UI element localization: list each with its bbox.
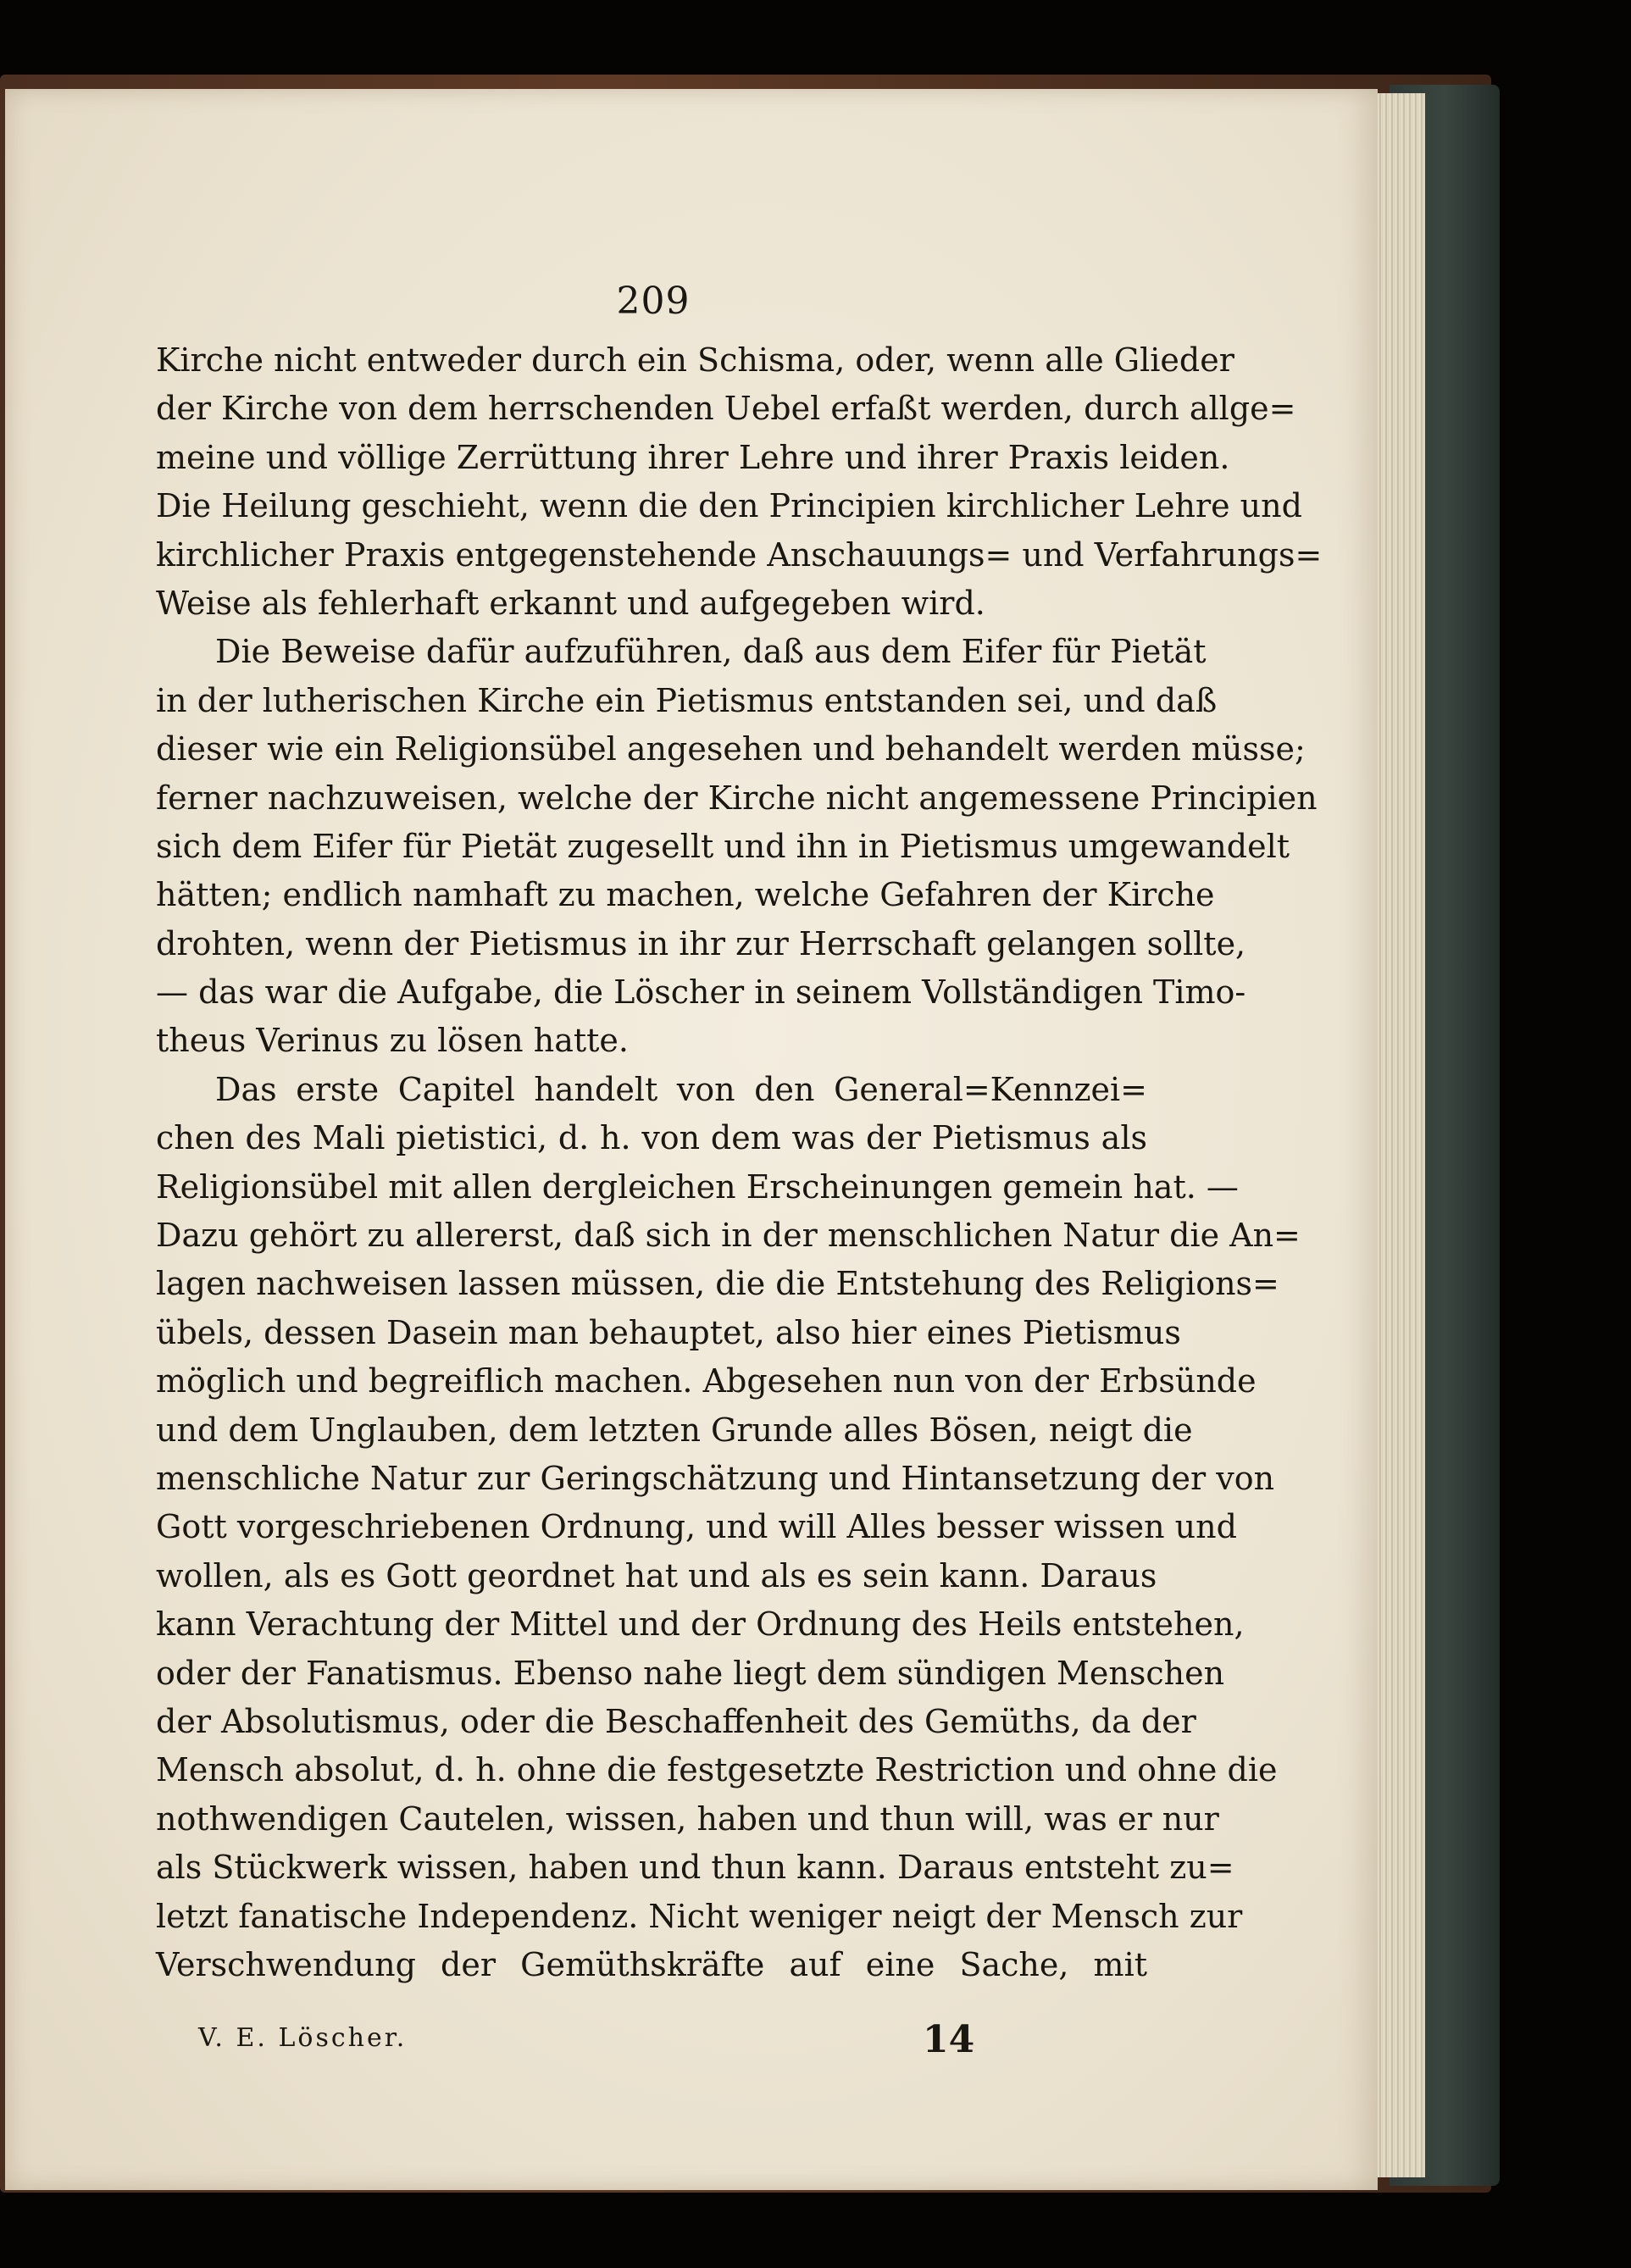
text-line: übels, dessen Dasein man behauptet, also hier eines Pietismus	[156, 1313, 1181, 1351]
text-line: Mensch absolut, d. h. ohne die festgesetzte Restriction und ohne die	[156, 1751, 1278, 1789]
text-line: — das war die Aufgabe, die Löscher in seinem Vollständigen Timo-	[156, 973, 1246, 1012]
printer-signature: V. E. Löscher.	[198, 2023, 408, 2053]
text-line: Das erste Capitel handelt von den General=Kennzei=	[215, 1070, 1147, 1108]
text-line: Die Beweise dafür aufzuführen, daß aus dem Eifer für Pietät	[215, 633, 1207, 671]
text-line: Kirche nicht entweder durch ein Schisma, oder, wenn alle Glieder	[156, 341, 1234, 379]
page-number: 209	[616, 280, 691, 323]
text-line: theus Verinus zu lösen hatte.	[156, 1022, 629, 1060]
text-line: meine und völlige Zerrüttung ihrer Lehre und ihrer Praxis leiden.	[156, 438, 1230, 476]
text-line: drohten, wenn der Pietismus in ihr zur Herrschaft gelangen sollte,	[156, 924, 1246, 962]
book-page	[5, 89, 1378, 2190]
text-line: und dem Unglauben, dem letzten Grunde alles Bösen, neigt die	[156, 1411, 1193, 1449]
text-line: ferner nachzuweisen, welche der Kirche nicht angemessene Principien	[156, 779, 1318, 817]
text-line: lagen nachweisen lassen müssen, die die Entstehung des Religions=	[156, 1265, 1279, 1303]
text-line: Weise als fehlerhaft erkannt und aufgegeben wird.	[156, 584, 985, 622]
text-line: kirchlicher Praxis entgegenstehende Anschauungs= und Verfahrungs=	[156, 535, 1323, 574]
text-line: dieser wie ein Religionsübel angesehen und behandelt werden müsse;	[156, 730, 1306, 768]
sheet-number: 14	[923, 2018, 975, 2061]
text-line: Verschwendung der Gemüthskräfte auf eine Sache, mit	[156, 1945, 1147, 1983]
text-line: sich dem Eifer für Pietät zugesellt und ihn in Pietismus umgewandelt	[156, 827, 1290, 865]
text-line: kann Verachtung der Mittel und der Ordnung des Heils entstehen,	[156, 1605, 1245, 1644]
text-line: möglich und begreiflich machen. Abgesehen nun von der Erbsünde	[156, 1362, 1257, 1400]
text-line: Die Heilung geschieht, wenn die den Principien kirchlicher Lehre und	[156, 487, 1302, 525]
text-line: als Stückwerk wissen, haben und thun kann. Daraus entsteht zu=	[156, 1849, 1234, 1887]
text-line: wollen, als es Gott geordnet hat und als es sein kann. Daraus	[156, 1556, 1157, 1594]
text-line: Dazu gehört zu allererst, daß sich in der menschlichen Natur die An=	[156, 1217, 1301, 1255]
text-line: der Kirche von dem herrschenden Uebel erfaßt werden, durch allge=	[156, 390, 1296, 428]
text-line: hätten; endlich namhaft zu machen, welche Gefahren der Kirche	[156, 876, 1215, 914]
text-line: oder der Fanatismus. Ebenso nahe liegt dem sündigen Menschen	[156, 1654, 1225, 1692]
text-line: Gott vorgeschriebenen Ordnung, und will Alles besser wissen und	[156, 1508, 1237, 1546]
text-line: chen des Mali pietistici, d. h. von dem was der Pietismus als	[156, 1119, 1147, 1157]
text-line: letzt fanatische Independenz. Nicht weniger neigt der Mensch zur	[156, 1897, 1243, 1935]
text-line: Religionsübel mit allen dergleichen Erscheinungen gemein hat. —	[156, 1167, 1239, 1206]
text-line: nothwendigen Cautelen, wissen, haben und thun will, was er nur	[156, 1799, 1219, 1838]
text-line: der Absolutismus, oder die Beschaffenheit des Gemüths, da der	[156, 1702, 1196, 1740]
text-line: menschliche Natur zur Geringschätzung und Hintansetzung der von	[156, 1459, 1275, 1497]
text-line: in der lutherischen Kirche ein Pietismus entstanden sei, und daß	[156, 681, 1218, 719]
body-text	[156, 336, 1323, 1989]
page-footer	[156, 2018, 1147, 2069]
